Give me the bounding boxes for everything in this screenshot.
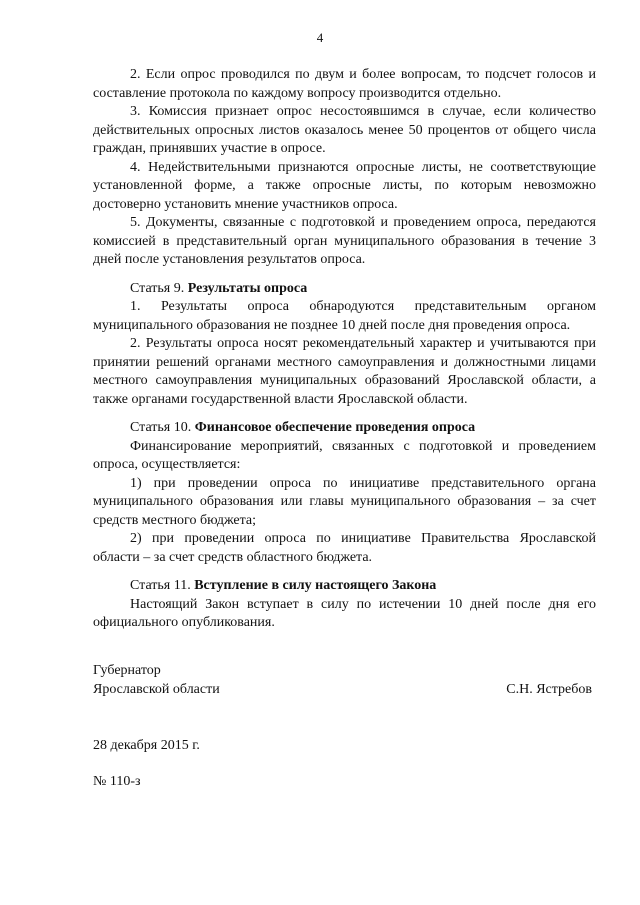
paragraph: 4. Недействительными признаются опросные листы, не соответствующие установленной форме, а также опросные листы, по которым невозможно достоверно установить мнение участников опроса.: [93, 159, 596, 212]
page-number: 4: [316, 30, 324, 45]
article-11-heading: [93, 577, 596, 596]
paragraph: 2) при проведении опроса по инициативе Правительства Ярославской области – за счет средств областного бюджета.: [93, 531, 596, 565]
law-number: № 110-з: [93, 774, 141, 789]
signature-block: [93, 662, 596, 699]
paragraph: 5. Документы, связанные с подготовкой и проведением опроса, передаются комиссией в представительный орган муниципального образования в течение 3 дней после установления результатов опроса.: [93, 215, 596, 267]
article-10-heading: [93, 419, 596, 438]
signatory-position-line1: Губернатор: [93, 663, 161, 678]
paragraph: Финансирование мероприятий, связанных с подготовкой и проведением опроса, осуществляется:: [93, 438, 596, 472]
article-9-prefix: Статья 9.: [130, 280, 188, 296]
paragraph: 3. Комиссия признает опрос несостоявшимся в случае, если количество действительных опросных листов оказалось менее 50 процентов от общего числа граждан, принявших участие в опросе.: [93, 104, 596, 156]
document-body: [93, 66, 596, 633]
paragraph: 1) при проведении опроса по инициативе представительного органа муниципального образования или главы муниципального образования – за счет средств местного бюджета;: [93, 475, 596, 528]
article-10-title: Финансовое обеспечение проведения опроса: [194, 420, 476, 435]
article-11-prefix: Статья 11.: [130, 578, 195, 593]
document-date: 28 декабря 2015 г.: [93, 738, 200, 753]
paragraph: Настоящий Закон вступает в силу по истечении 10 дней после дня его официального опубликования.: [93, 596, 596, 630]
paragraph: 1. Результаты опроса обнародуются представительным органом муниципального образования не позднее 10 дней после дня проведения опроса.: [93, 299, 596, 333]
signatory-position-line2: Ярославской области: [93, 681, 220, 697]
paragraph: 2. Результаты опроса носят рекомендательный характер и учитываются при принятии решений органами местного самоуправления и должностными лицами местного самоуправления муниципальных образований Ярославской области, а также органами государственной власти Ярославской области.: [93, 336, 596, 407]
article-10-prefix: Статья 10.: [130, 420, 195, 435]
article-9-heading: [93, 280, 596, 299]
article-9-title: Результаты опроса: [187, 280, 308, 296]
article-11-title: Вступление в силу настоящего Закона: [194, 578, 437, 593]
paragraph: 2. Если опрос проводился по двум и более вопросам, то подсчет голосов и составление протокола по каждому вопросу производится отдельно.: [93, 67, 596, 101]
signatory-name: С.Н. Ястребов: [506, 681, 592, 697]
